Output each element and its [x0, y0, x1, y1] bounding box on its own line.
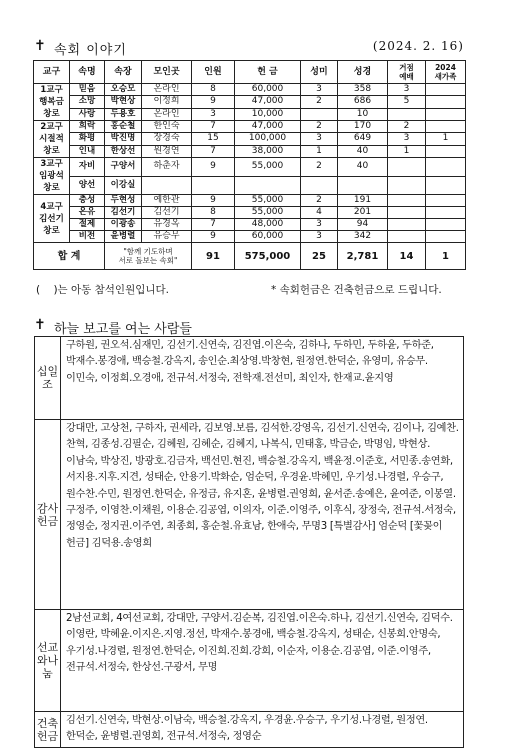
attendance: 9: [192, 195, 235, 207]
rice-offering: 3: [301, 219, 338, 231]
offering-label: 선교와나눔: [35, 610, 61, 712]
attendance: [192, 176, 235, 195]
new-family: [426, 176, 466, 195]
new-family: [426, 195, 466, 207]
cell-leader: 윤병렬: [105, 231, 142, 243]
offering-amount: 55,000: [235, 195, 301, 207]
new-family: [426, 121, 466, 133]
offering-names: 강대만, 고상천, 구하자, 권세라, 김보영.보름, 김석한.강영옥, 김선기.신연숙, 김이나, 김예찬.찬혁, 김종성.김필순, 김혜원, 김혜순, 김혜지, 나복식, 민태홍, 박금순, 박명임, 박현상.이남숙, 박상진, 방광호.김금자, 백선민.현진, 백승철.강옥지, 백윤정.이준호, 서민종.송연화, 서지용.지후.지견, 성태순, 안용기.박화순, 엄순덕, 우경윤.박혜민, 우기성.나경렬, 우승구, 원수찬.수민, 원정연.한덕순, 유정금, 유지혼, 윤병렬.권영희, 윤서준.송예은, 윤여준, 이봉열.구정주, 이영찬.이채원, 이용순.김공엽, 이의자, 이준.이영주, 이후식, 장정숙, 전규석.서정숙, 정영순, 정지권.이주연, 최종희, 홍순철.유효남, 한애숙, 무명3 [특별감사] 엄순덕 [꽃꽂이 헌금] 김덕용.송영희: [61, 420, 464, 610]
offering-amount: [235, 176, 301, 195]
meeting-place: 한인숙: [142, 121, 192, 133]
cell-leader: 두현성: [105, 195, 142, 207]
new-family: [426, 219, 466, 231]
offering-amount: 60,000: [235, 231, 301, 243]
rice-offering: 2: [301, 121, 338, 133]
meeting-place: 온라인: [142, 84, 192, 96]
col-header: 인원: [192, 61, 235, 84]
meeting-place: 온라인: [142, 108, 192, 120]
table-row: [34, 121, 466, 133]
bible-reading: 191: [338, 195, 388, 207]
table-row: [34, 145, 466, 157]
base-worship: [388, 176, 426, 195]
offering-label: 감사헌금: [35, 420, 61, 610]
rice-offering: [301, 176, 338, 195]
offering-row: [35, 337, 464, 420]
offering-table: [34, 336, 464, 748]
cross-icon: ✝: [34, 317, 46, 333]
attendance: 7: [192, 219, 235, 231]
col-header: 교구: [34, 61, 70, 84]
base-worship: 2: [388, 121, 426, 133]
offering-names: 2남선교회, 4여선교회, 강대만, 구양서.김순복, 김진엽.이은숙.하나, 김선기.신연숙, 김덕수.이영란, 박혜윤.이지은.지영.정선, 박재수.봉경애, 백승철.강옥지, 성태순, 신봉희.안명숙, 우기성.나경렬, 원정연.한덕순, 이진희.진희.강희, 이순자, 이용순.김공엽, 이준.이영주, 전규석.서정숙, 한상선.구광서, 무명: [61, 610, 464, 712]
offering-amount: 38,000: [235, 145, 301, 157]
attendance: 8: [192, 84, 235, 96]
offering-row: [35, 712, 464, 748]
cell-name: 비전: [70, 231, 105, 243]
col-header: 성경: [338, 61, 388, 84]
cell-group-table: [33, 60, 466, 270]
offering-row: [35, 610, 464, 712]
attendance: 9: [192, 158, 235, 177]
base-worship: [388, 195, 426, 207]
table-row: [34, 158, 466, 177]
total-bible: 2,781: [338, 243, 388, 270]
section-title: 속회 이야기: [54, 43, 127, 58]
offering-label: 건축헌금: [35, 712, 61, 748]
rice-offering: [301, 108, 338, 120]
cell-leader: 김선기: [105, 207, 142, 219]
bible-reading: 342: [338, 231, 388, 243]
cell-leader: 한상선: [105, 145, 142, 157]
cell-name: 사랑: [70, 108, 105, 120]
cell-name: 인내: [70, 145, 105, 157]
cell-name: 화평: [70, 133, 105, 145]
new-family: [426, 84, 466, 96]
district-cell: 4교구 김선기 창로: [34, 195, 70, 243]
offering-row: [35, 420, 464, 610]
offering-amount: 60,000: [235, 84, 301, 96]
cell-name: 희락: [70, 121, 105, 133]
rice-offering: 2: [301, 195, 338, 207]
cell-name: 소망: [70, 96, 105, 108]
district-cell: 1교구 행복금 창로: [34, 84, 70, 121]
base-worship: 1: [388, 145, 426, 157]
table-row: [34, 231, 466, 243]
rice-offering: 1: [301, 145, 338, 157]
cell-leader: 이강실: [105, 176, 142, 195]
cell-leader: 박진명: [105, 133, 142, 145]
new-family: [426, 145, 466, 157]
attendance: 8: [192, 207, 235, 219]
meeting-place: 김선기: [142, 207, 192, 219]
attendance: 9: [192, 231, 235, 243]
attendance: 7: [192, 121, 235, 133]
table-row: [34, 96, 466, 108]
cell-name: 충성: [70, 195, 105, 207]
bible-reading: 94: [338, 219, 388, 231]
offering-amount: 55,000: [235, 158, 301, 177]
table-row: [34, 219, 466, 231]
cell-name: 믿음: [70, 84, 105, 96]
col-header: 2024 새가족: [426, 61, 466, 84]
table-row: [34, 84, 466, 96]
base-worship: [388, 108, 426, 120]
col-header: 모인곳: [142, 61, 192, 84]
new-family: 1: [426, 133, 466, 145]
offering-amount: 55,000: [235, 207, 301, 219]
offering-names: 구하원, 권오석.심재민, 김선기.신연숙, 김진엽.이은숙, 김하나, 두하민, 두하윤, 두하준, 박재수.봉경애, 백승철.강옥지, 송인순.최상영.박창현, 원정연.한덕순, 유영미, 유승무.이민숙, 이정희.오경애, 전규석.서정숙, 전학재.전선미, 최인자, 한재교.윤지영: [61, 337, 464, 420]
cell-leader: 이광송: [105, 219, 142, 231]
total-label: 합 계: [34, 243, 105, 270]
attendance: 7: [192, 145, 235, 157]
section-header-cell: [34, 38, 464, 58]
bible-reading: 649: [338, 133, 388, 145]
offering-amount: 100,000: [235, 133, 301, 145]
col-header: 속명: [70, 61, 105, 84]
table-row: [34, 133, 466, 145]
base-worship: 3: [388, 133, 426, 145]
cell-leader: 오승모: [105, 84, 142, 96]
new-family: [426, 231, 466, 243]
meeting-place: 유승무: [142, 231, 192, 243]
meeting-place: 이정희: [142, 96, 192, 108]
rice-offering: 2: [301, 158, 338, 177]
table-header-row: [34, 61, 466, 84]
col-header: 성미: [301, 61, 338, 84]
total-base-worship: 14: [388, 243, 426, 270]
meeting-place: 유경옥: [142, 219, 192, 231]
bible-reading: 10: [338, 108, 388, 120]
total-motto: "함께 기도하며 서로 돌보는 속회": [105, 243, 192, 270]
base-worship: 5: [388, 96, 426, 108]
offering-amount: 47,000: [235, 121, 301, 133]
cell-leader: 두용호: [105, 108, 142, 120]
attendance: 3: [192, 108, 235, 120]
meeting-place: 하춘자: [142, 158, 192, 177]
district-cell: 2교구 시절적 창로: [34, 121, 70, 158]
rice-offering: 4: [301, 207, 338, 219]
rice-offering: 3: [301, 133, 338, 145]
footnote-child-count: ( )는 아동 참석인원입니다.: [36, 284, 169, 296]
rice-offering: 3: [301, 84, 338, 96]
offering-names: 김선기.신연숙, 박현상.이남숙, 백승철.강옥지, 우경윤.우승구, 우기성.나경렬, 원정연.한덕순, 윤병렬.권영희, 전규석.서정숙, 정영순: [61, 712, 464, 748]
total-offering: 575,000: [235, 243, 301, 270]
bible-reading: [338, 176, 388, 195]
table-row: [34, 207, 466, 219]
bible-reading: 170: [338, 121, 388, 133]
col-header: 속장: [105, 61, 142, 84]
cell-name: 절제: [70, 219, 105, 231]
base-worship: [388, 158, 426, 177]
cell-name: 온유: [70, 207, 105, 219]
table-row: [34, 176, 466, 195]
base-worship: [388, 231, 426, 243]
cell-leader: 구양서: [105, 158, 142, 177]
new-family: [426, 207, 466, 219]
meeting-place: 원경연: [142, 145, 192, 157]
base-worship: [388, 207, 426, 219]
total-row: [34, 243, 466, 270]
cell-leader: 박현상: [105, 96, 142, 108]
cross-icon: ✝: [34, 38, 46, 54]
rice-offering: 3: [301, 231, 338, 243]
offering-amount: 10,000: [235, 108, 301, 120]
bible-reading: 201: [338, 207, 388, 219]
footnote-offering: * 속회헌금은 건축헌금으로 드립니다.: [271, 284, 442, 296]
offering-amount: 48,000: [235, 219, 301, 231]
base-worship: [388, 219, 426, 231]
table-row: [34, 195, 466, 207]
new-family: [426, 158, 466, 177]
district-cell: 3교구 임광석 창로: [34, 158, 70, 195]
cell-name: 자비: [70, 158, 105, 177]
cell-leader: 홍순철: [105, 121, 142, 133]
meeting-place: 예한관: [142, 195, 192, 207]
total-attendance: 91: [192, 243, 235, 270]
new-family: [426, 108, 466, 120]
bible-reading: 40: [338, 158, 388, 177]
new-family: [426, 96, 466, 108]
offering-label: 십일조: [35, 337, 61, 420]
report-date: (2024. 2. 16): [372, 39, 464, 53]
rice-offering: 2: [301, 96, 338, 108]
bible-reading: 40: [338, 145, 388, 157]
col-header: 헌 금: [235, 61, 301, 84]
base-worship: 3: [388, 84, 426, 96]
meeting-place: 장경숙: [142, 133, 192, 145]
total-new-family: 1: [426, 243, 466, 270]
meeting-place: [142, 176, 192, 195]
col-header: 거점 예배: [388, 61, 426, 84]
attendance: 15: [192, 133, 235, 145]
table-row: [34, 108, 466, 120]
cell-name: 양선: [70, 176, 105, 195]
offering-amount: 47,000: [235, 96, 301, 108]
bible-reading: 686: [338, 96, 388, 108]
total-rice: 25: [301, 243, 338, 270]
bible-reading: 358: [338, 84, 388, 96]
offering-section-title: 하늘 보고를 여는 사람들: [54, 322, 192, 337]
attendance: 9: [192, 96, 235, 108]
